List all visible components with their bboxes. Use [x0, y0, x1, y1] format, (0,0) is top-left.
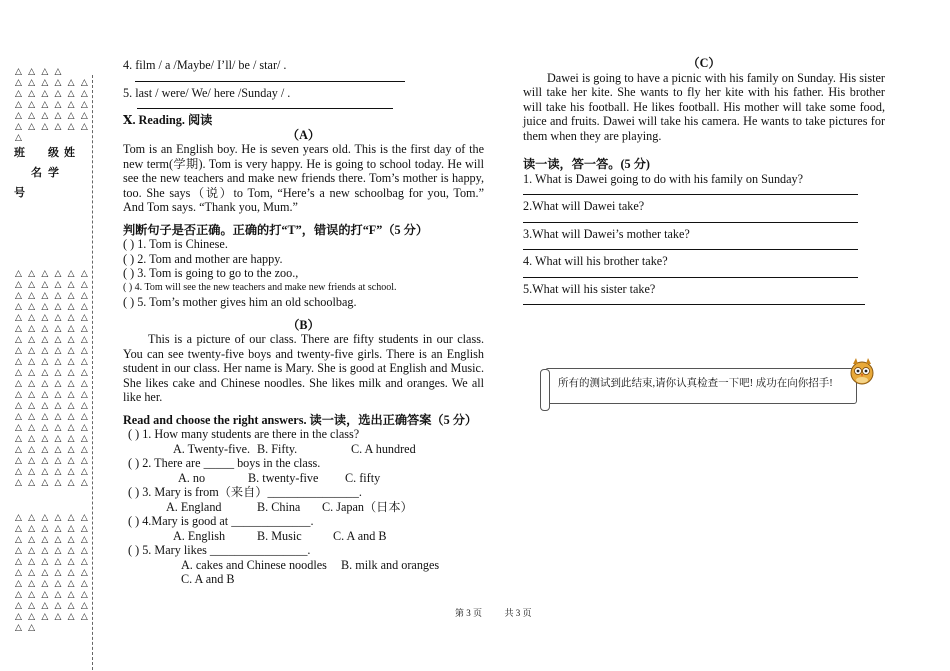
margin-triangles-bottom: △ △ △ △ △ △ △ △ △ △ △ △ △ △ △ △ △ △ △ △ △ △ △ △ △ △ △ △ △ △ △ △ △ △ △ △ △ △ △ △ △ △ △ △ △ △ △ △ △ △ △ △ △ △ △ △ △ △ △ △ △ △ — [15, 512, 90, 632]
mc-option[interactable]: C. Japan（日本） — [322, 499, 413, 514]
qa-answer-line-4[interactable] — [523, 269, 858, 278]
left-column — [123, 58, 484, 587]
passage-a-label: （A） — [286, 127, 321, 142]
passage-b-label: （B） — [287, 317, 320, 332]
mc-question-4[interactable]: ( ) 4.Mary is good at _____________. — [128, 514, 314, 528]
mc-question-3[interactable]: ( ) 3. Mary is from（来自）_______________. — [128, 485, 362, 499]
qa-question-5: 5.What will his sister take? — [523, 281, 656, 296]
tf-question-4[interactable]: ( ) 4. Tom will see the new teachers and make new friends at school. — [123, 281, 397, 293]
mc-question-1[interactable]: ( ) 1. How many students are there in the class? — [128, 427, 360, 441]
mc-option[interactable]: A. English — [173, 528, 226, 543]
mc-option[interactable]: B. Fifty. — [257, 441, 298, 456]
tf-question-5[interactable]: ( ) 5. Tom’s mother gives him an old schoolbag. — [123, 295, 357, 309]
reading-section-title: Ⅹ. Reading. 阅读 — [123, 113, 213, 127]
mc-option[interactable]: A. no — [178, 470, 206, 485]
mc-option[interactable]: A. England — [166, 499, 222, 514]
page-total: 共 3 页 — [504, 608, 532, 618]
question-4: 4. film / a /Maybe/ I’ll/ be / star/ . — [123, 58, 287, 72]
mc-option[interactable]: B. China — [257, 499, 301, 514]
mc-option[interactable]: B. Music — [257, 528, 302, 543]
mc-question-5[interactable]: ( ) 5. Mary likes ________________. — [128, 543, 311, 557]
closing-scroll-banner — [545, 368, 857, 404]
mc-options-3 — [123, 500, 484, 515]
mc-options-2 — [123, 471, 484, 486]
margin-triangles-middle: △ △ △ △ △ △ △ △ △ △ △ △ △ △ △ △ △ △ △ △ △ △ △ △ △ △ △ △ △ △ △ △ △ △ △ △ △ △ △ △ △ △ △ △ △ △ △ △ △ △ △ △ △ △ △ △ △ △ △ △ △ △ △ △ △ △ △ △ △ △ △ △ △ △ △ △ △ △ △ △ △ △ △ △ △ △ △ △ △ △ △ △ △ △ △ △ △ △ △ △ △ △ △ △ △ △ △ △ △ △ △ △ △ △ △ △ △ △ △ △ — [15, 268, 90, 487]
closing-message: 所有的测试到此结束,请你认真检查一下吧! 成功在向你招手! — [558, 378, 833, 389]
passage-a: Tom is an English boy. He is seven years old. This is the first day of the new term(学期). Tom is very happy. He is going to school today. He will see the new teachers and make new friends there. Tom’s mother is happy, too. She says（说）to Tom, “Here’s a new schoolbag for you, Tom.” And Tom says. “Thank you, Mum.” — [123, 142, 484, 214]
right-column — [523, 56, 885, 309]
class-label: 班 — [14, 147, 25, 159]
binding-cut-line — [92, 75, 93, 670]
mc-option[interactable]: A. cakes and Chinese noodles — [181, 557, 327, 572]
mc-options-5 — [123, 558, 484, 573]
passage-c-label: （C） — [687, 56, 721, 70]
mc-option[interactable]: C. A and B — [181, 572, 235, 586]
question-5: 5. last / were/ We/ here /Sunday / . — [123, 85, 291, 100]
multiple-choice-instruction: Read and choose the right answers. 读一读，选出正确答案（5 分） — [123, 412, 478, 427]
qa-instruction: 读一读，答一答。(5 分) — [523, 157, 650, 171]
mc-options-4 — [123, 529, 484, 544]
qa-answer-line-2[interactable] — [523, 214, 858, 223]
mc-option[interactable]: C. A hundred — [351, 441, 416, 456]
qa-answer-line-5[interactable] — [523, 296, 865, 305]
answer-line-5[interactable] — [137, 100, 393, 109]
tf-question-3[interactable]: ( ) 3. Tom is going to go to the zoo., — [123, 266, 299, 280]
number-label: 号 — [14, 187, 25, 199]
passage-b: This is a picture of our class. There are fifty students in our class. You can see twenty-five boys and twenty-five girls. There is an English student in our class. Her name is Mary. She is good at English and Music. She likes cake and Chinese noodles. She likes milk and oranges. We all like her. — [123, 332, 484, 404]
answer-line-4[interactable] — [135, 73, 405, 82]
name-label: 名 — [31, 167, 42, 179]
qa-question-4: 4. What will his brother take? — [523, 254, 668, 268]
qa-question-3: 3.What will Dawei’s mother take? — [523, 226, 690, 241]
tf-question-2[interactable]: ( ) 2. Tom and mother are happy. — [123, 251, 283, 266]
study-label: 学 — [48, 167, 59, 179]
grade-label: 级 — [48, 147, 59, 159]
mc-options-1 — [123, 442, 484, 457]
true-false-instruction: 判断句子是否正确。正确的打“T”，错误的打“F”（5 分） — [123, 222, 429, 237]
surname-label: 姓 — [64, 147, 75, 159]
page-number: 第 3 页 — [455, 608, 483, 618]
qa-question-2: 2.What will Dawei take? — [523, 199, 645, 213]
passage-c: Dawei is going to have a picnic with his family on Sunday. His sister will take her kite. She wants to fly her kite with his father. His brother will take his football. He likes football. His mother will take some food, juice and fruits. Dawei will take his camera. He wants to take pictures for them when they are playing. — [523, 70, 885, 143]
qa-answer-line-3[interactable] — [523, 241, 858, 250]
page-footer — [455, 606, 532, 619]
scroll-curl — [540, 369, 550, 411]
mc-option[interactable]: B. twenty-five — [248, 470, 319, 485]
qa-answer-line-1[interactable] — [523, 186, 858, 195]
mc-option[interactable]: C. fifty — [345, 470, 381, 485]
qa-question-1: 1. What is Dawei going to do with his family on Sunday? — [523, 171, 804, 186]
owl-mascot-icon — [846, 356, 878, 386]
mc-options-5-c — [123, 572, 484, 587]
mc-option[interactable]: B. milk and oranges — [341, 557, 440, 572]
margin-triangles-top: △ △ △ △ △ △ △ △ △ △ △ △ △ △ △ △ △ △ △ △ △ △ △ △ △ △ △ △ △ △ △ △ △ △ △ — [15, 66, 90, 142]
mc-question-2[interactable]: ( ) 2. There are _____ boys in the class. — [128, 456, 321, 470]
mc-option[interactable]: A. Twenty-five. — [173, 441, 251, 456]
tf-question-1[interactable]: ( ) 1. Tom is Chinese. — [123, 237, 228, 251]
mc-option[interactable]: C. A and B — [333, 528, 387, 543]
